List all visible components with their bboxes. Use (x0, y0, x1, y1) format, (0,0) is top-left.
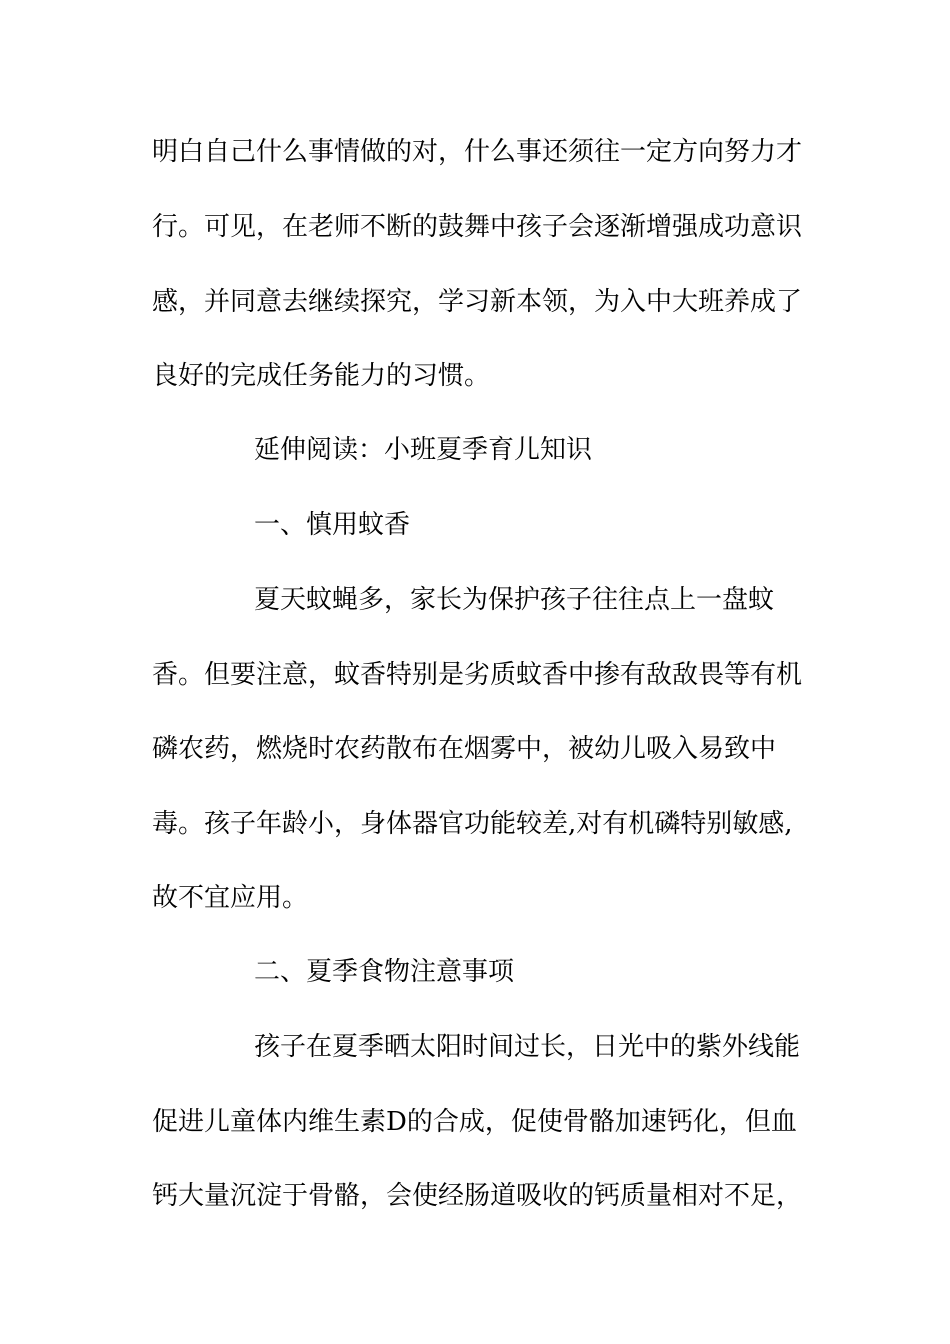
paragraph-line: 夏天蚊蝇多，家长为保护孩子往往点上一盘蚊 (254, 585, 775, 615)
paragraph-line: 毒。孩子年龄小，身体器官功能较差,对有机磷特别敏感, (152, 809, 793, 839)
section-title: 延伸阅读：小班夏季育儿知识 (254, 435, 593, 465)
paragraph-line: 行。可见，在老师不断的鼓舞中孩子会逐渐增强成功意识 (152, 212, 803, 242)
section-heading-1: 一、慎用蚊香 (254, 510, 411, 540)
section-heading-2: 二、夏季食物注意事项 (254, 957, 515, 987)
paragraph-line: 促进儿童体内维生素D的合成，促使骨骼加速钙化，但血 (152, 1107, 797, 1137)
paragraph-line: 故不宜应用。 (152, 883, 309, 913)
paragraph-line: 钙大量沉淀于骨骼，会使经肠道吸收的钙质量相对不足， (152, 1181, 803, 1211)
paragraph-line: 良好的完成任务能力的习惯。 (152, 361, 491, 391)
paragraph-line: 孩子在夏季晒太阳时间过长，日光中的紫外线能 (254, 1032, 801, 1062)
paragraph-line: 香。但要注意，蚊香特别是劣质蚊香中掺有敌敌畏等有机 (152, 660, 803, 690)
paragraph-line: 明白自己什么事情做的对，什么事还须往一定方向努力才 (152, 137, 803, 167)
paragraph-line: 感，并同意去继续探究，学习新本领，为入中大班养成了 (152, 287, 803, 317)
paragraph-line: 磷农药，燃烧时农药散布在烟雾中，被幼儿吸入易致中 (152, 734, 777, 764)
